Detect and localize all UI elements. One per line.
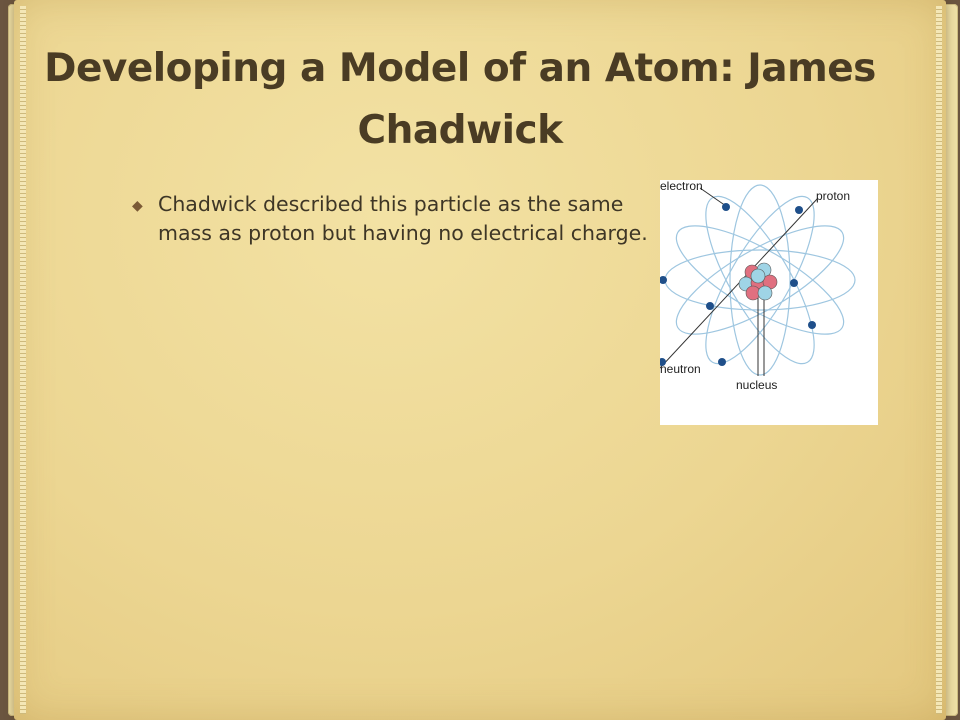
- bullet-list: [132, 190, 652, 248]
- electron-dot: [706, 302, 714, 310]
- electron-dot: [722, 203, 730, 211]
- atom-diagram-image: [660, 180, 878, 425]
- bullet-item: [132, 190, 652, 248]
- page-edge-left: [20, 6, 26, 714]
- label-nucleus: nucleus: [736, 378, 778, 392]
- electron-dot: [790, 279, 798, 287]
- electron-dot: [795, 206, 803, 214]
- label-proton: proton: [816, 189, 851, 203]
- electron-dot: [808, 321, 816, 329]
- nucleus: [739, 263, 777, 300]
- atom-diagram: [660, 180, 878, 425]
- bullet-text: Chadwick described this particle as the same mass as proton but having no electrical charge.: [158, 192, 648, 245]
- page-edge-right: [936, 6, 942, 714]
- electron-dot: [718, 358, 726, 366]
- bullet-diamond-icon: ◆: [132, 198, 143, 214]
- label-neutron: neutron: [660, 362, 701, 376]
- slide-title: Developing a Model of an Atom: James Chadwick: [44, 46, 876, 153]
- label-electron: electron: [660, 180, 703, 193]
